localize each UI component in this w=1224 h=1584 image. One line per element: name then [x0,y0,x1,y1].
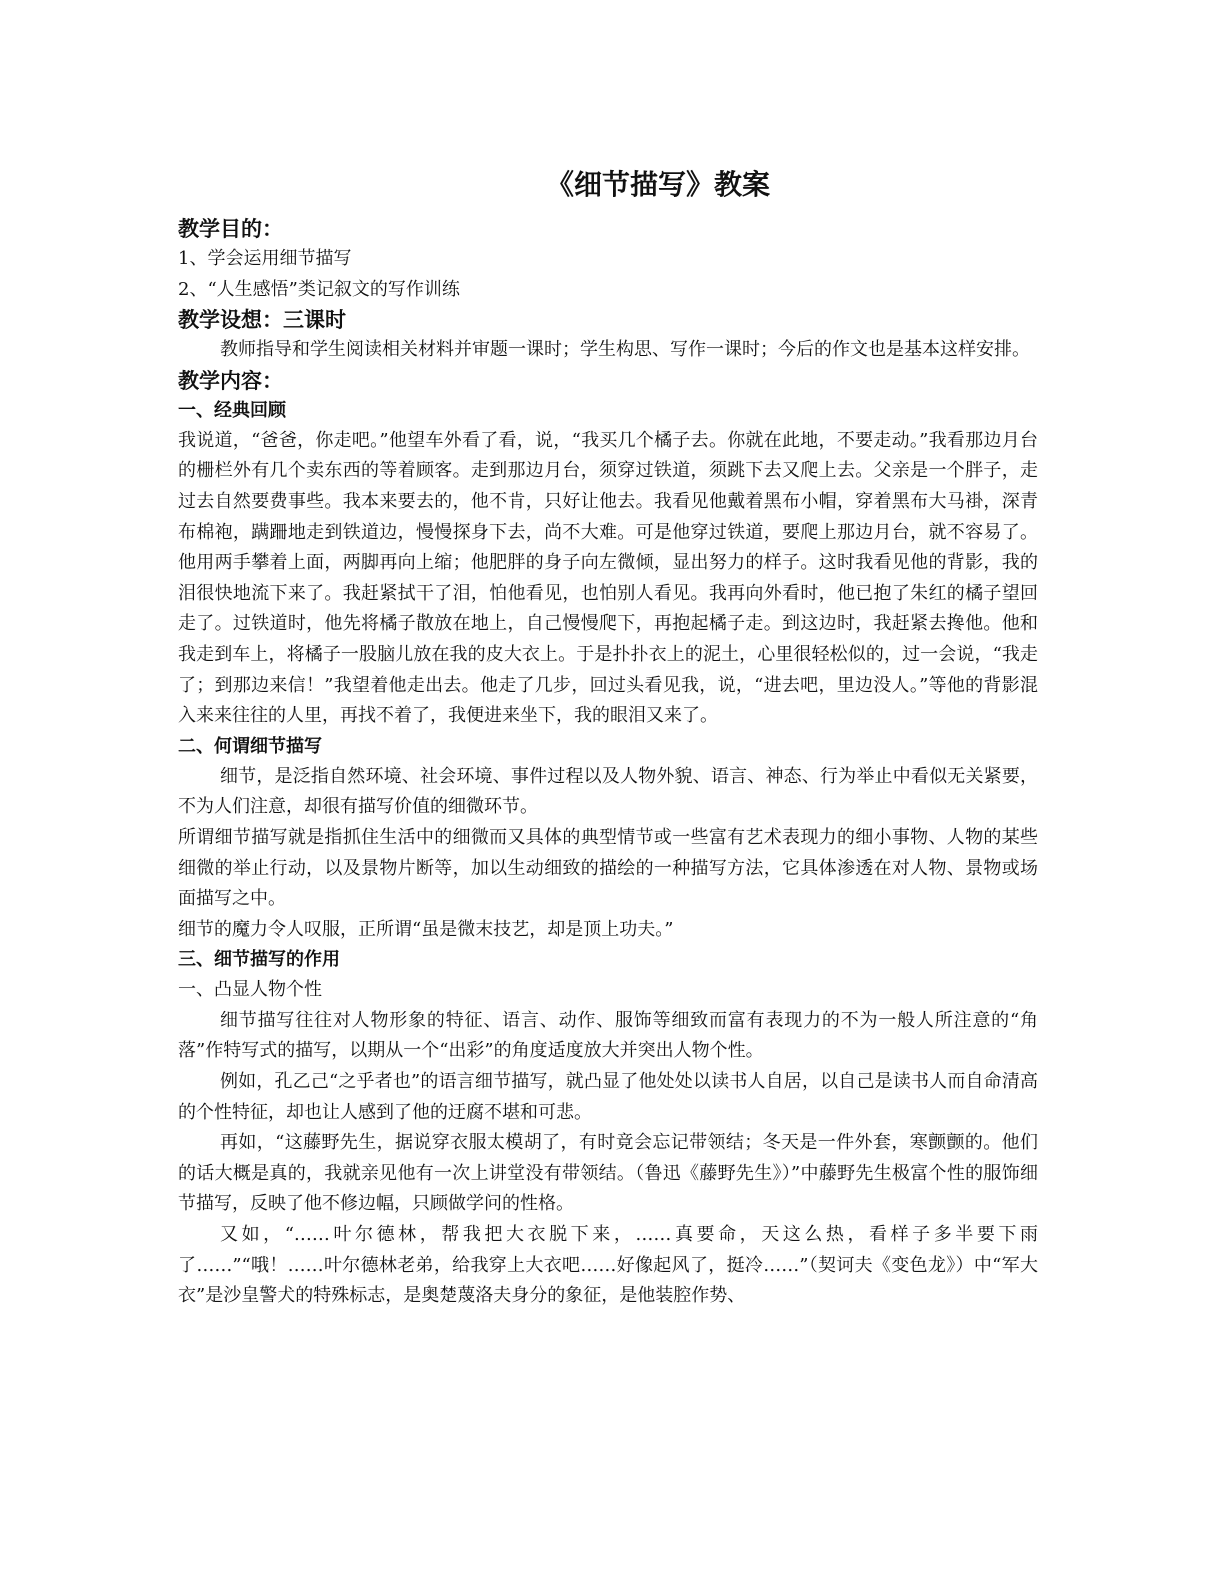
section1-paragraph: 我说道，“爸爸，你走吧。”他望车外看了看，说，“我买几个橘子去。你就在此地，不要走动。”我看那边月台的栅栏外有几个卖东西的等着顾客。走到那边月台，须穿过铁道，须跳下去又爬上去。父亲是一个胖子，走过去自然要费事些。我本来要去的，他不肯，只好让他去。我看见他戴着黑布小帽，穿着黑布大马褂，深青布棉袍，蹒跚地走到铁道边，慢慢探身下去，尚不大难。可是他穿过铁道，要爬上那边月台，就不容易了。他用两手攀着上面，两脚再向上缩；他肥胖的身子向左微倾，显出努力的样子。这时我看见他的背影，我的泪很快地流下来了。我赶紧拭干了泪，怕他看见，也怕别人看见。我再向外看时，他已抱了朱红的橘子望回走了。过铁道时，他先将橘子散放在地上，自己慢慢爬下，再抱起橘子走。到这边时，我赶紧去搀他。他和我走到车上，将橘子一股脑儿放在我的皮大衣上。于是扑扑衣上的泥土，心里很轻松似的，过一会说，“我走了；到那边来信！”我望着他走出去。他走了几步，回过头看见我，说，“进去吧，里边没人。”等他的背影混入来来往往的人里，再找不着了，我便进来坐下，我的眼泪又来了。 [178,429,1038,727]
objective-item-1: 1、学会运用细节描写 [178,248,352,269]
section2-heading: 二、何谓细节描写 [178,735,322,757]
section2-paragraph-1: 细节，是泛指自然环境、社会环境、事件过程以及人物外貌、语言、神态、行为举止中看似无关紧要，不为人们注意，却很有描写价值的细微环节。 [178,765,1038,818]
section1-heading: 一、经典回顾 [178,399,286,421]
section3-paragraph-1: 细节描写往往对人物形象的特征、语言、动作、服饰等细致而富有表现力的不为一般人所注意的“角落”作特写式的描写，以期从一个“出彩”的角度适度放大并突出人物个性。 [178,1009,1038,1062]
section3-paragraph-2: 例如，孔乙己“之乎者也”的语言细节描写，就凸显了他处处以读书人自居，以自己是读书人而自命清高的个性特征，却也让人感到了他的迂腐不堪和可悲。 [178,1071,1038,1123]
section2-paragraph-3: 细节的魔力令人叹服，正所谓“虽是微末技艺，却是顶上功夫。” [178,918,674,940]
document-title: 《细节描写》教案 [545,168,770,201]
objectives-heading: 教学目的： [178,216,283,241]
section3-paragraph-3: 再如，“这藤野先生，据说穿衣服太模胡了，有时竟会忘记带领结；冬天是一件外套，寒颤颤的。他们的话大概是真的，我就亲见他有一次上讲堂没有带领结。（鲁迅《藤野先生》）”中藤野先生极富个性的服饰细节描写，反映了他不修边幅，只顾做学问的性格。 [178,1132,1038,1215]
plan-paragraph: 教师指导和学生阅读相关材料并审题一课时；学生构思、写作一课时；今后的作文也是基本这样安排。 [220,339,1030,361]
section3-paragraph-4: 又如，“……叶尔德林，帮我把大衣脱下来，……真要命，天这么热，看样子多半要下雨了……”“哦！……叶尔德林老弟，给我穿上大衣吧……好像起风了，挺冷……”（契诃夫《变色龙》）中“军大衣”是沙皇警犬的特殊标志，是奥楚蔑洛夫身分的象征，是他装腔作势、 [178,1224,1038,1307]
plan-heading: 教学设想：三课时 [178,307,346,333]
document-page [178,166,1038,1312]
objective-item-2: 2、“人生感悟”类记叙文的写作训练 [178,278,460,300]
section2-paragraph-2: 所谓细节描写就是指抓住生活中的细微而又具体的典型情节或一些富有艺术表现力的细小事物、人物的某些细微的举止行动，以及景物片断等，加以生动细致的描绘的一种描写方法，它具体渗透在对人物、景物或场面描写之中。 [178,826,1038,910]
section3-heading: 三、细节描写的作用 [178,949,340,971]
content-heading: 教学内容： [178,367,283,393]
section3-subheading: 一、凸显人物个性 [178,979,322,1001]
